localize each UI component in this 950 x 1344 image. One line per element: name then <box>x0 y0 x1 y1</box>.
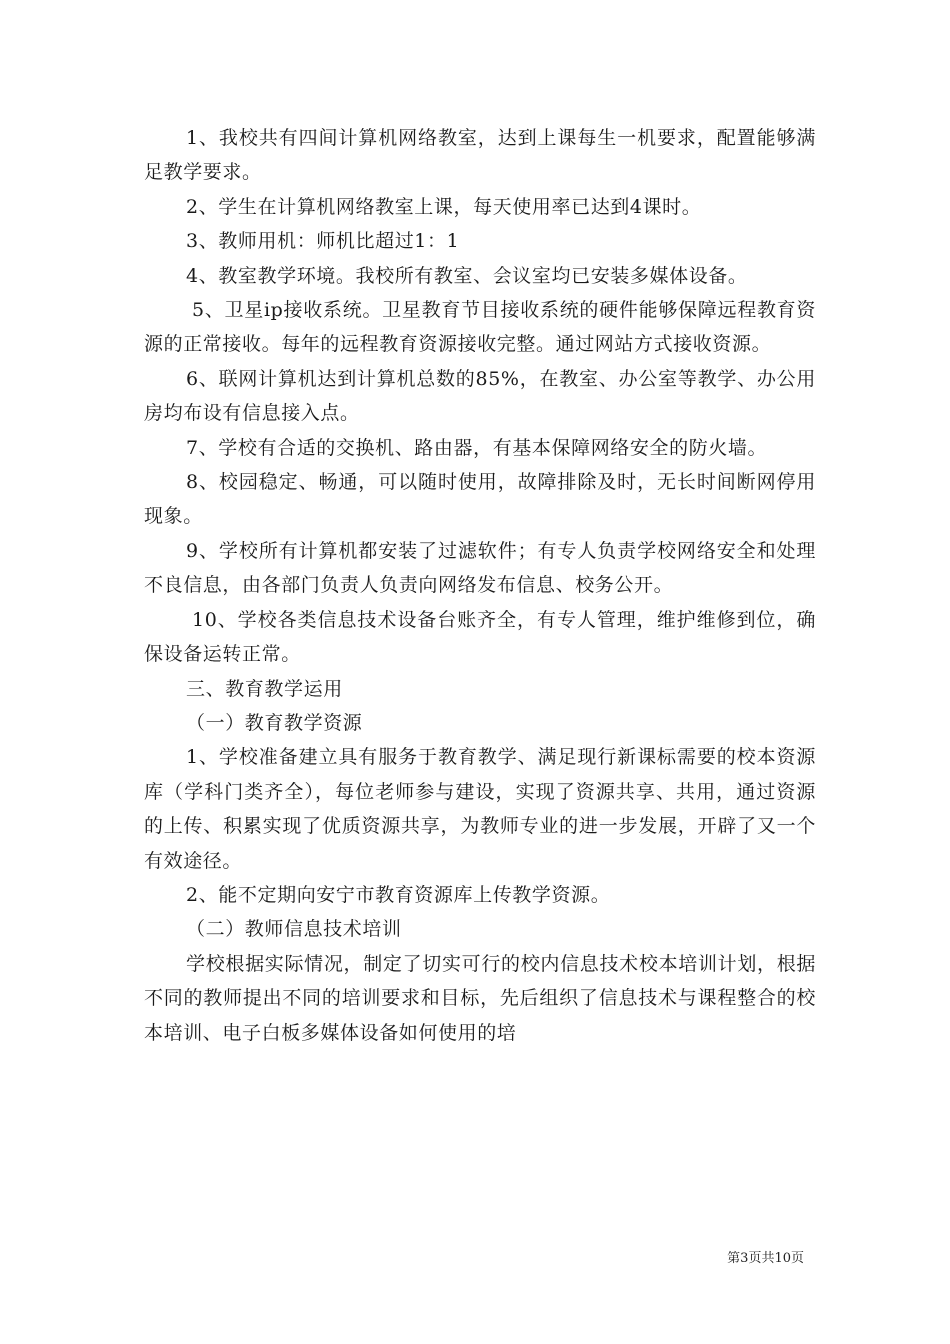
paragraph-item-8: 8、校园稳定、畅通，可以随时使用，故障排除及时，无长时间断网停用现象。 <box>144 471 816 528</box>
paragraph-item-4: 4、教室教学环境。我校所有教室、会议室均已安装多媒体设备。 <box>186 264 748 287</box>
paragraph-item-10: 10、学校各类信息技术设备台账齐全，有专人管理，维护维修到位，确保设备运转正常。 <box>144 608 816 666</box>
subsection-heading-2: （二）教师信息技术培训 <box>186 918 402 941</box>
paragraph-resource-1: 1、学校准备建立具有服务于教育教学、满足现行新课标需要的校本资源库（学科门类齐全），每位老师参与建设，实现了资源共享、共用，通过资源的上传、积累实现了优质资源共享，为教师专业的进一步发展，开辟了又一个有效途径。 <box>144 746 816 872</box>
paragraph-item-1: 1、我校共有四间计算机网络教室，达到上课每生一机要求，配置能够满足教学要求。 <box>144 127 816 184</box>
subsection-heading-1: （一）教育教学资源 <box>186 711 363 734</box>
paragraph-item-7: 7、学校有合适的交换机、路由器，有基本保障网络安全的防火墙。 <box>186 436 768 459</box>
paragraph-item-5: 5、卫星ip接收系统。卫星教育节目接收系统的硬件能够保障远程教育资源的正常接收。每年的远程教育资源接收完整。通过网站方式接收资源。 <box>144 299 816 356</box>
paragraph-item-2: 2、学生在计算机网络教室上课，每天使用率已达到4课时。 <box>186 195 702 218</box>
page-number: 第3页共10页 <box>727 1251 804 1266</box>
document-body <box>144 121 816 1050</box>
paragraph-item-3: 3、教师用机：师机比超过1：1 <box>186 230 460 253</box>
section-heading-3: 三、教育教学运用 <box>186 677 343 700</box>
paragraph-item-6: 6、联网计算机达到计算机总数的85%，在教室、办公室等教学、办公用房均布设有信息接入点。 <box>144 367 816 425</box>
paragraph-training: 学校根据实际情况，制定了切实可行的校内信息技术校本培训计划，根据不同的教师提出不同的培训要求和目标，先后组织了信息技术与课程整合的校本培训、电子白板多媒体设备如何使用的培 <box>144 952 816 1044</box>
paragraph-resource-2: 2、能不定期向安宁市教育资源库上传教学资源。 <box>186 883 611 906</box>
paragraph-item-9: 9、学校所有计算机都安装了过滤软件；有专人负责学校网络安全和处理不良信息，由各部门负责人负责向网络发布信息、校务公开。 <box>144 539 816 597</box>
